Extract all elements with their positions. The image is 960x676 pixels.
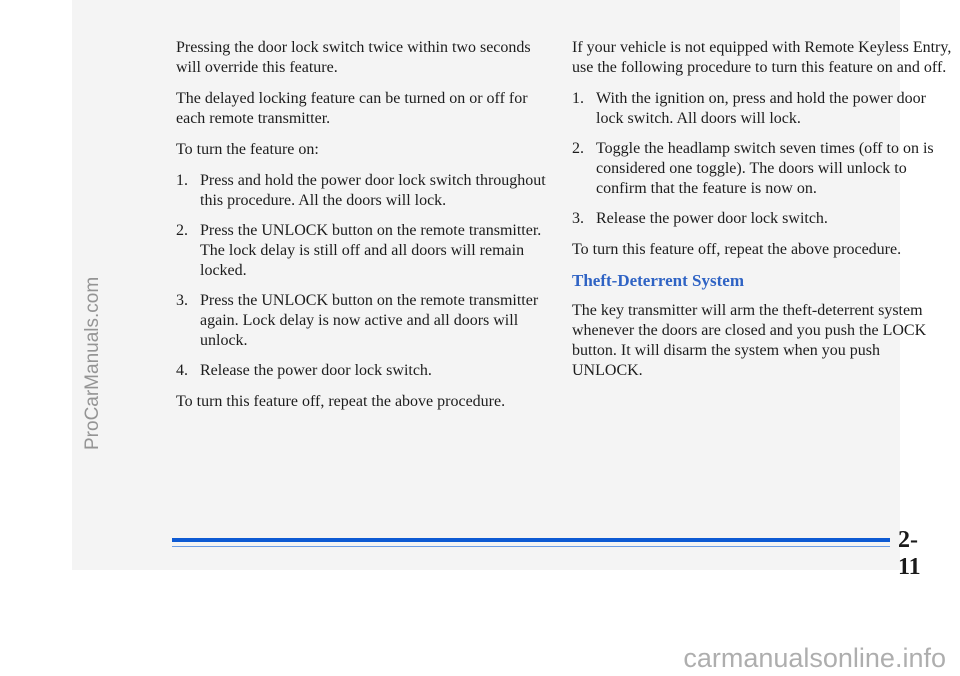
step-number: 2. bbox=[572, 140, 584, 157]
step-text: Press the UNLOCK button on the remote transmitter. The lock delay is still off and all doors will remain locked. bbox=[200, 222, 542, 279]
right-column bbox=[572, 38, 952, 392]
list-item bbox=[572, 209, 952, 229]
list-item bbox=[572, 139, 952, 199]
side-watermark: ProCarManuals.com bbox=[82, 276, 103, 450]
list-item bbox=[176, 291, 556, 351]
step-text: Toggle the headlamp switch seven times (off to on is considered one toggle). The doors will unlock to confirm that the feature is now on. bbox=[596, 140, 934, 197]
footer-rule-thick bbox=[172, 538, 890, 542]
step-text: With the ignition on, press and hold the power door lock switch. All doors will lock. bbox=[596, 90, 926, 127]
step-number: 2. bbox=[176, 222, 188, 239]
left-column bbox=[176, 38, 556, 423]
manual-page bbox=[72, 0, 952, 580]
left-paragraph-turn-on-intro: To turn the feature on: bbox=[176, 141, 319, 158]
right-paragraph-intro: If your vehicle is not equipped with Remote Keyless Entry, use the following procedure to turn this feature on and off. bbox=[572, 39, 952, 76]
step-number: 1. bbox=[176, 172, 188, 189]
step-text: Press the UNLOCK button on the remote transmitter again. Lock delay is now active and all doors will unlock. bbox=[200, 292, 539, 349]
step-number: 3. bbox=[572, 210, 584, 227]
step-number: 1. bbox=[572, 90, 584, 107]
step-text: Press and hold the power door lock switch throughout this procedure. All the doors will lock. bbox=[200, 172, 546, 209]
page-number: 2-11 bbox=[898, 527, 921, 580]
list-item bbox=[176, 361, 556, 381]
step-number: 3. bbox=[176, 292, 188, 309]
right-paragraph-turn-off: To turn this feature off, repeat the above procedure. bbox=[572, 241, 902, 258]
step-text: Release the power door lock switch. bbox=[200, 362, 432, 379]
left-paragraph-delayed-locking: The delayed locking feature can be turned on or off for each remote transmitter. bbox=[176, 90, 528, 127]
footer-rule-thin bbox=[172, 546, 890, 547]
left-paragraph-turn-off: To turn this feature off, repeat the above procedure. bbox=[176, 393, 506, 410]
right-paragraph-theft-deterrent: The key transmitter will arm the theft-deterrent system whenever the doors are closed and you push the LOCK button. It will disarm the system when you push UNLOCK. bbox=[572, 302, 927, 379]
left-paragraph-override: Pressing the door lock switch twice within two seconds will override this feature. bbox=[176, 39, 531, 76]
bottom-watermark: carmanualsonline.info bbox=[683, 643, 946, 673]
list-item bbox=[176, 171, 556, 211]
section-heading-theft-deterrent: Theft-Deterrent System bbox=[572, 271, 744, 290]
right-steps-list bbox=[572, 89, 952, 229]
list-item bbox=[572, 89, 952, 129]
left-steps-list bbox=[176, 171, 556, 381]
step-number: 4. bbox=[176, 362, 188, 379]
step-text: Release the power door lock switch. bbox=[596, 210, 828, 227]
list-item bbox=[176, 221, 556, 281]
